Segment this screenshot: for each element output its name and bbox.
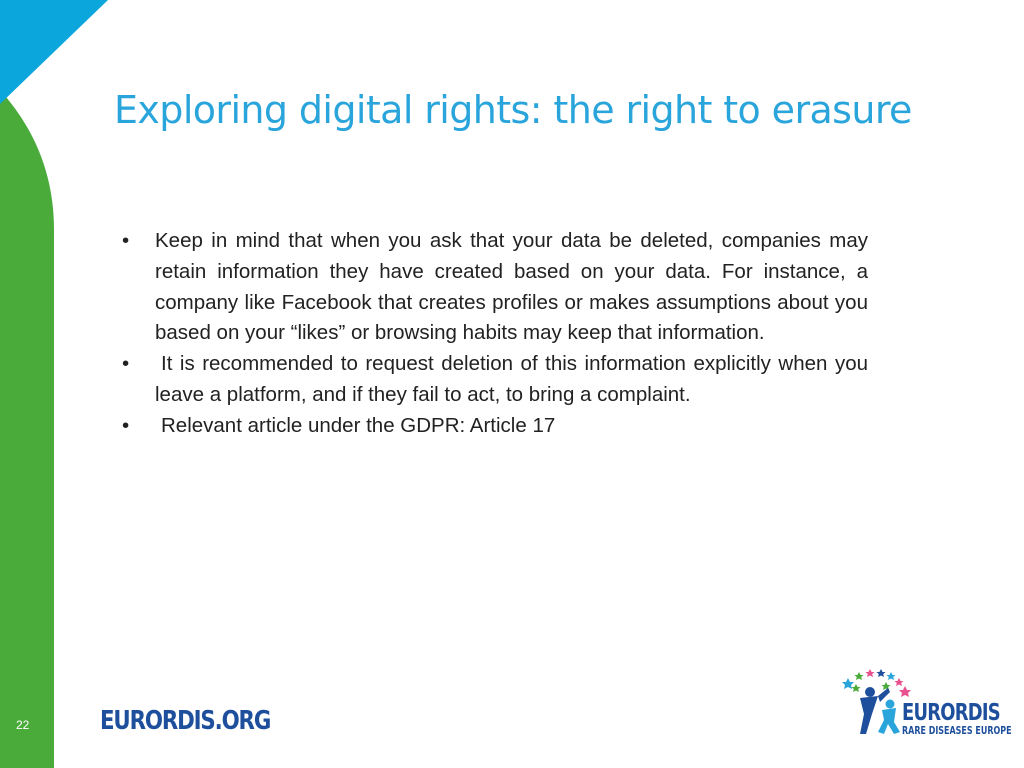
bullet-item bbox=[120, 411, 868, 442]
eurordis-brand-name: EURORDIS bbox=[902, 700, 1000, 726]
blue-corner-triangle bbox=[0, 0, 110, 110]
bullet-list bbox=[120, 226, 868, 442]
green-side-band bbox=[0, 0, 54, 768]
bullet-dot: • bbox=[122, 352, 130, 376]
eurordis-tagline: RARE DISEASES EUROPE bbox=[902, 725, 1012, 737]
bullet-text: It is recommended to request deletion of this information explicitly when you leave a platform, and if they fail to act, to bring a complaint. bbox=[155, 352, 868, 406]
stars-icon bbox=[842, 669, 911, 697]
page-number: 22 bbox=[16, 718, 30, 732]
bullet-text: Keep in mind that when you ask that your data be deleted, companies may retain information they have created based on your data. For instance, a company like Facebook that creates profiles or makes assumptions about you based on your “likes” or browsing habits may keep that information. bbox=[155, 229, 868, 345]
eurordis-org-link[interactable]: EURORDIS.ORG bbox=[100, 706, 271, 736]
people-figures-icon bbox=[860, 687, 900, 734]
bullet-dot: • bbox=[122, 229, 130, 252]
bullet-dot: • bbox=[122, 413, 130, 437]
slide-title: Exploring digital rights: the right to erasure bbox=[114, 88, 912, 132]
bullet-item bbox=[120, 349, 868, 411]
bullet-item bbox=[120, 226, 868, 349]
bullet-text: Relevant article under the GDPR: Article 17 bbox=[161, 413, 556, 437]
